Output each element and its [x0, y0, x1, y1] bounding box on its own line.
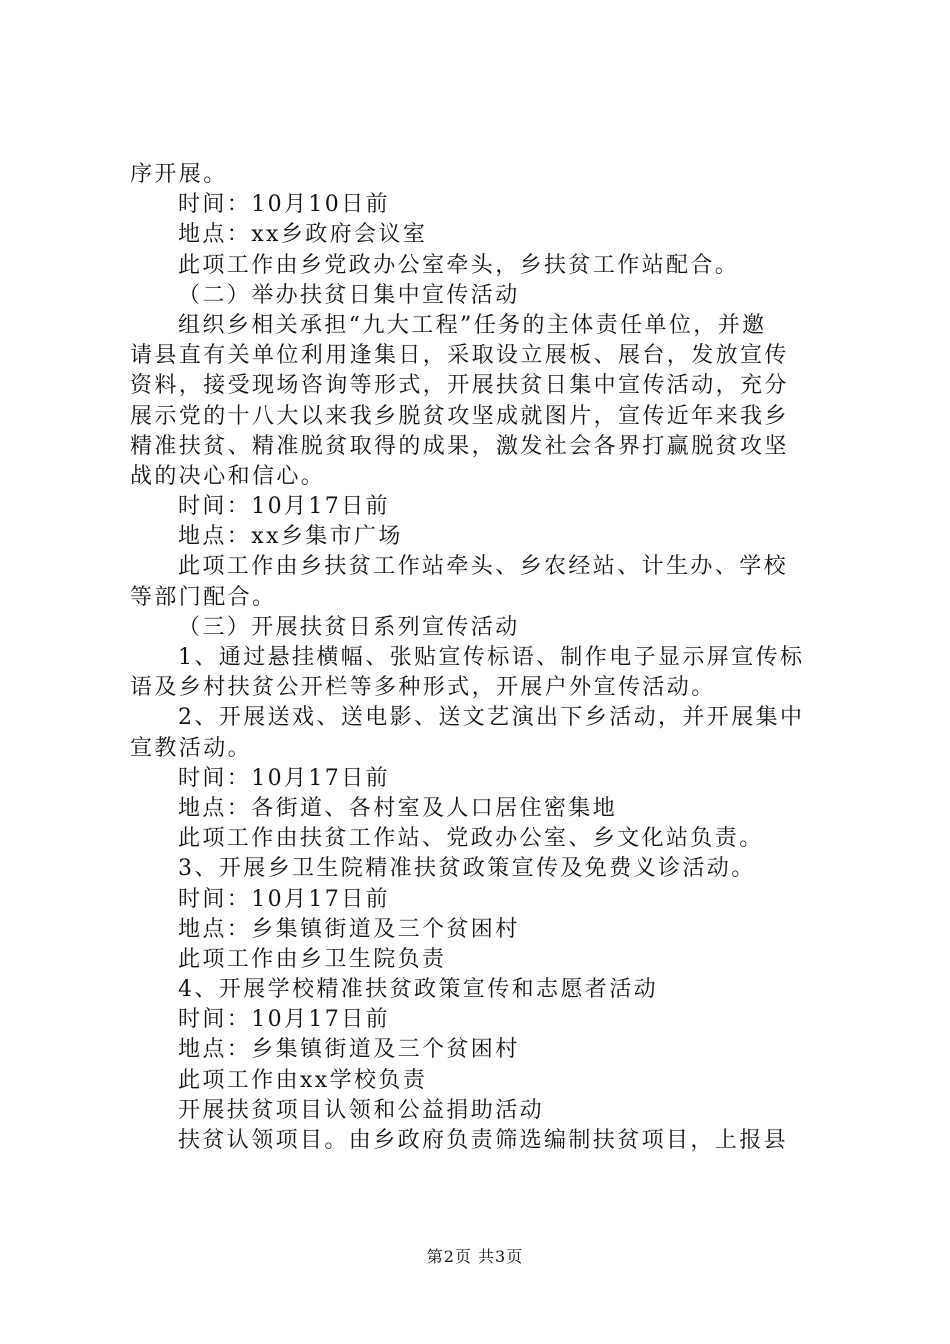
document-line: 地点：各街道、各村室及人口居住密集地: [178, 795, 618, 821]
document-line: 精准扶贫、精准脱贫取得的成果，激发社会各界打赢脱贫攻坚: [130, 433, 789, 459]
document-line: 战的决心和信心。: [130, 463, 326, 489]
document-line: 时间：10月17日前: [178, 1007, 390, 1033]
document-line: 资料，接受现场咨询等形式，开展扶贫日集中宣传活动，充分: [130, 373, 789, 399]
document-line: 此项工作由扶贫工作站、党政办公室、乡文化站负责。: [178, 826, 764, 852]
document-line: 开展扶贫项目认领和公益捐助活动: [178, 1097, 545, 1123]
document-line: 地点：乡集镇街道及三个贫困村: [178, 916, 520, 942]
document-line: 此项工作由乡卫生院负责: [178, 946, 447, 972]
document-line: （三）开展扶贫日系列宣传活动: [178, 614, 520, 640]
document-line: 3、开展乡卫生院精准扶贫政策宣传及免费义诊活动。: [178, 856, 756, 882]
document-line: 时间：10月17日前: [178, 765, 390, 791]
document-line: 组织乡相关承担“九大工程”任务的主体责任单位，并邀: [178, 312, 767, 338]
document-line: 语及乡村扶贫公开栏等多种形式，开展户外宣传活动。: [130, 675, 716, 701]
document-line: 序开展。: [130, 162, 228, 187]
document-line: 4、开展学校精准扶贫政策宣传和志愿者活动: [178, 977, 658, 1003]
document-line: 时间：10月17日前: [178, 886, 390, 912]
document-line: 时间：10月17日前: [178, 494, 390, 520]
document-line: 2、开展送戏、送电影、送文艺演出下乡活动，并开展集中: [178, 705, 805, 731]
document-line: 等部门配合。: [130, 584, 277, 610]
document-line: 请县直有关单位利用逢集日，采取设立展板、展台，发放宣传: [130, 343, 789, 369]
document-line: 宣教活动。: [130, 735, 253, 761]
document-line: 地点：xx乡集市广场: [178, 524, 403, 550]
document-line: 展示党的十八大以来我乡脱贫攻坚成就图片，宣传近年来我乡: [130, 403, 789, 429]
document-body: [130, 160, 830, 1156]
document-line: 此项工作由乡扶贫工作站牵头、乡农经站、计生办、学校: [178, 554, 789, 580]
document-line: 地点：xx乡政府会议室: [178, 222, 428, 248]
document-line: （二）举办扶贫日集中宣传活动: [178, 282, 520, 308]
document-line: 地点：乡集镇街道及三个贫困村: [178, 1037, 520, 1063]
document-line: 1、通过悬挂横幅、张贴宣传标语、制作电子显示屏宣传标: [178, 645, 805, 670]
document-line: 扶贫认领项目。由乡政府负责筛选编制扶贫项目，上报县: [178, 1128, 789, 1153]
document-line: 此项工作由乡党政办公室牵头，乡扶贫工作站配合。: [178, 252, 740, 278]
document-line: 时间：10月10日前: [178, 192, 390, 218]
document-line: 此项工作由xx学校负责: [178, 1067, 428, 1093]
page-footer: 第2页 共3页: [426, 1247, 524, 1266]
